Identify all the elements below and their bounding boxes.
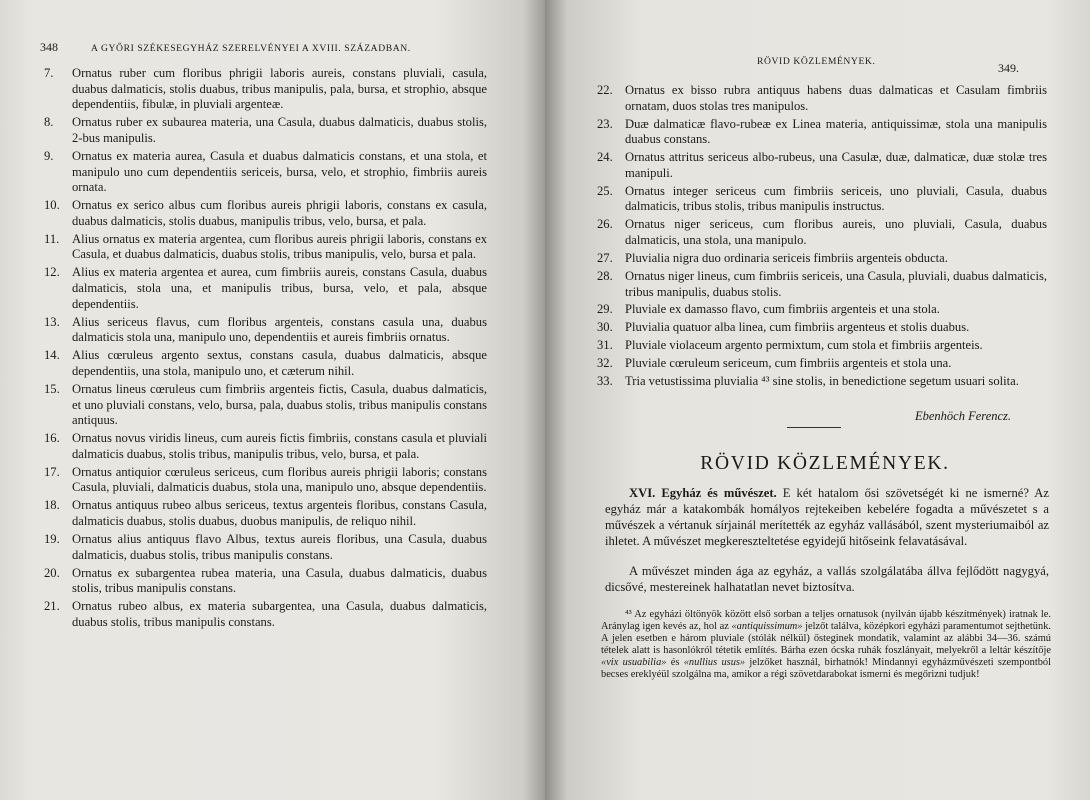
item-number: 20. bbox=[44, 565, 60, 580]
item-number: 16. bbox=[44, 431, 60, 446]
inventory-item bbox=[44, 348, 487, 379]
inventory-item bbox=[597, 302, 1047, 318]
item-number: 8. bbox=[44, 115, 54, 130]
item-text: Ornatus ex bisso rubra antiquus habens duas dalmaticas et Casulam fimbriis ornatam, duos stolas tres manipulos. bbox=[625, 83, 1047, 113]
item-text: Alius ornatus ex materia argentea, cum floribus aureis phrigii laboris, constans ex Casula, et duabus dalmaticis, duabus stolis, tribus manipulis, velo, bursa et pala. bbox=[72, 231, 487, 262]
item-text: Ornatus novus viridis lineus, cum aureis fictis fimbriis, constans casula et pluviali dalmaticis duabus, stolis tribus, manipulis tribus, velo, bursa, et pala. bbox=[72, 431, 487, 461]
inventory-item bbox=[597, 83, 1047, 114]
item-number: 17. bbox=[44, 464, 60, 479]
item-number: 24. bbox=[597, 150, 613, 165]
item-number: 25. bbox=[597, 183, 613, 198]
item-text: Ornatus ex materia aurea, Casula et duabus dalmaticis constans, et una stola, et manipulo uno cum dependentiis sericeis, bursa, velo, et strophio, fimbriis aureis ornata. bbox=[72, 148, 487, 195]
item-number: 11. bbox=[44, 231, 60, 246]
left-page-number: 348 bbox=[40, 40, 58, 54]
right-item-list bbox=[597, 83, 1047, 392]
item-number: 29. bbox=[597, 302, 613, 317]
item-text: Ornatus ruber ex subaurea materia, una Casula, duabus dalmaticis, duabus stolis, 2-bus manipulis. bbox=[72, 115, 487, 145]
item-number: 23. bbox=[597, 116, 613, 131]
inventory-item bbox=[597, 320, 1047, 336]
inventory-item bbox=[44, 599, 487, 630]
item-number: 31. bbox=[597, 338, 613, 353]
left-running-head bbox=[40, 40, 411, 55]
inventory-item bbox=[44, 565, 487, 597]
item-number: 18. bbox=[44, 498, 60, 513]
item-text: Ornatus integer sericeus cum fimbriis sericeis, uno pluviali, Casula, duabus dalmaticis, tribus stolis, tribus manipulis instructus. bbox=[625, 183, 1047, 214]
item-number: 15. bbox=[44, 381, 60, 396]
paragraph-lead: XVI. Egyház és művészet. bbox=[629, 486, 777, 500]
inventory-item bbox=[44, 531, 487, 563]
inventory-item bbox=[44, 115, 487, 146]
item-number: 12. bbox=[44, 265, 60, 280]
item-text: Ornatus ex serico albus cum floribus aureis phrigii laboris, constans ex casula, duabus dalmaticis, stolis duabus, manipulis tribus, velo, bursa, et pala. bbox=[72, 198, 487, 228]
item-text: Pluvialia nigra duo ordinaria sericeis fimbriis argenteis obducta. bbox=[625, 250, 948, 265]
item-text: Ornatus alius antiquus flavo Albus, textus aureis floribus, una Casula, duabus dalmaticis, duabus stolis, tribus manipulis constans. bbox=[72, 531, 487, 562]
right-running-title: RÖVID KÖZLEMÉNYEK. bbox=[757, 56, 876, 67]
footnote-quote-3: «nullius usus» bbox=[683, 656, 746, 668]
inventory-item bbox=[597, 268, 1047, 300]
right-page bbox=[545, 0, 1090, 800]
item-number: 9. bbox=[44, 148, 54, 163]
inventory-item bbox=[44, 265, 487, 312]
item-text: Tria vetustissima pluvialia ⁴³ sine stolis, in benedictione segetum usuari solita. bbox=[625, 374, 1019, 389]
footnote-marker: ⁴³ bbox=[625, 609, 632, 620]
item-number: 30. bbox=[597, 320, 613, 335]
inventory-item bbox=[44, 464, 487, 496]
footnote-text-3: és bbox=[666, 656, 684, 668]
item-text: Pluviale cœruleum sericeum, cum fimbriis argenteis et stola una. bbox=[625, 356, 952, 371]
inventory-item bbox=[597, 183, 1047, 215]
body-paragraph-1 bbox=[605, 486, 1049, 550]
paragraph-1-text: E két hatalom ősi szövetségét ki ne ismerné? Az egyház már a katakombák homályos rejtekeiben kebelére fogadta a művészetet s a művészek a vértanuk sírjainál merítették az egyház vallásából, szent mysteriumaiból az ihletet. A művészet megkereszteltetése egyidejű hitőseink felavatásával. bbox=[605, 486, 1049, 548]
left-item-list bbox=[44, 66, 487, 633]
item-text: Alius ex materia argentea et aurea, cum fimbriis aureis, constans Casula, duabus dalmaticis, stola una, et manipulis tribus, bursa, velo, et pala, absque dependentiis. bbox=[72, 265, 487, 311]
item-number: 14. bbox=[44, 348, 60, 363]
item-text: Pluvialia quatuor alba linea, cum fimbriis argenteus et stolis duabus. bbox=[625, 320, 970, 335]
item-number: 32. bbox=[597, 356, 613, 371]
inventory-item bbox=[44, 231, 487, 263]
signature-rule bbox=[787, 427, 841, 428]
right-page-number-wrap bbox=[998, 61, 1019, 76]
inventory-item bbox=[597, 374, 1047, 390]
footnote-text-2: jelzőt találva, középkori egyházi paramentumot sejthetünk. A jelen esetben e három pluviale (stólák nélkül) ősteginek mondatik, valamint az alábbi 34—36. számú tételek alatt is hasonlókról tétetik említés. Bárha ezen ócska ruhák foszlányait, melyekről a leltár készítője bbox=[601, 620, 1051, 656]
footnote-quote-2: «vix usuabilia» bbox=[601, 656, 667, 668]
item-text: Ornatus niger lineus, cum fimbriis sericeis, una Casula, pluviali, duabus dalmaticis, tribus manipulis, duabus stolis. bbox=[625, 268, 1047, 299]
item-number: 7. bbox=[44, 66, 54, 80]
inventory-item bbox=[597, 217, 1047, 248]
inventory-item bbox=[597, 150, 1047, 181]
item-text: Ornatus antiquior cœruleus sericeus, cum floribus aureis phrigii laboris; constans Casula, pluviali, dalmaticis duabus, stola una, manipulo uno, absque dependentiis. bbox=[72, 464, 487, 495]
item-text: Pluviale violaceum argento permixtum, cum stola et fimbriis argenteis. bbox=[625, 338, 983, 353]
footnote-text-4: jelzőket használ, birhatnók! Mindannyi egyházművészeti szempontból becses ereklyéül szolgálna ma, amikor a régi szövetdarabokat ismerni és megőrizni tudjuk! bbox=[601, 656, 1051, 680]
item-number: 19. bbox=[44, 531, 60, 546]
item-text: Ornatus attritus sericeus albo-rubeus, una Casulæ, duæ, dalmaticæ, duæ stolæ tres manipuli. bbox=[625, 150, 1047, 180]
item-text: Ornatus ex subargentea rubea materia, una Casula, duabus dalmaticis, duabus stolis, tribus manipulis constans. bbox=[72, 565, 487, 596]
section-title: RÖVID KÖZLEMÉNYEK. bbox=[700, 453, 950, 474]
author-signature: Ebenhöch Ferencz. bbox=[915, 409, 1012, 423]
item-number: 27. bbox=[597, 250, 613, 265]
inventory-item bbox=[597, 116, 1047, 148]
item-number: 28. bbox=[597, 268, 613, 283]
inventory-item bbox=[44, 198, 487, 229]
item-number: 22. bbox=[597, 83, 613, 97]
inventory-item bbox=[597, 250, 1047, 267]
footnote-text-1: Az egyházi öltönyök között első sorban a teljes ornatusok (nyilván újabb készítmények) iratnak le. Aránylag igen kevés az, hol az bbox=[601, 609, 1051, 632]
inventory-item bbox=[44, 498, 487, 529]
item-text: Ornatus lineus cœruleus cum fimbriis argenteis fictis, Casula, duabus dalmaticis, et uno pluviali constans, velo, bursa, pala, duabus stolis, tribus manipulis constans antiquus. bbox=[72, 381, 487, 428]
inventory-item bbox=[44, 431, 487, 462]
item-text: Pluviale ex damasso flavo, cum fimbriis argenteis et una stola. bbox=[625, 302, 940, 317]
left-running-title: A GYŐRI SZÉKESEGYHÁZ SZERELVÉNYEI A XVIII. SZÁZADBAN. bbox=[91, 43, 411, 54]
item-number: 13. bbox=[44, 314, 60, 329]
inventory-item bbox=[44, 381, 487, 429]
inventory-item bbox=[44, 66, 487, 113]
item-text: Duæ dalmaticæ flavo-rubeæ ex Linea materia, antiquissimæ, stola una manipulis duabus constans. bbox=[625, 116, 1047, 147]
inventory-item bbox=[597, 338, 1047, 354]
item-text: Ornatus niger sericeus, cum floribus aureis, uno pluviali, Casula, duabus dalmaticis, una stola, una manipulo. bbox=[625, 217, 1047, 248]
footnote bbox=[601, 609, 1051, 680]
footnote-quote-1: «antiquissimum» bbox=[731, 620, 803, 632]
item-number: 21. bbox=[44, 599, 60, 614]
item-text: Alius sericeus flavus, cum floribus argenteis, constans casula una, duabus dalmaticis stola una, manipulo uno, dependentiis et aureis fimbriis ornatus. bbox=[72, 314, 487, 345]
inventory-item bbox=[44, 148, 487, 196]
inventory-item bbox=[597, 356, 1047, 372]
item-number: 33. bbox=[597, 374, 613, 389]
item-text: Ornatus ruber cum floribus phrigii laboris aureis, constans pluviali, casula, duabus dalmaticis, stolis duabus, tribus manipulis, pala, bursa, et strophio, absque dependentiis, fibulæ, in pluviali argenteæ. bbox=[72, 66, 487, 112]
item-text: Alius cœruleus argento sextus, constans casula, duabus dalmaticis, absque dependentiis, una stola, manipulo uno, et cæterum nihil. bbox=[72, 348, 487, 378]
item-number: 10. bbox=[44, 198, 60, 213]
item-number: 26. bbox=[597, 217, 613, 232]
inventory-item bbox=[44, 314, 487, 346]
item-text: Ornatus rubeo albus, ex materia subargentea, una Casula, duabus dalmaticis, duabus stolis, tribus manipulis constans. bbox=[72, 599, 487, 629]
item-text: Ornatus antiquus rubeo albus sericeus, textus argenteis floribus, constans Casula, dalmaticis duabus, stolis duabus, duobus manipulis, de reliquo nihil. bbox=[72, 498, 487, 529]
body-paragraph-2: A művészet minden ága az egyház, a vallás szolgálatába állva fejlődött nagygyá, dicsővé, mestereinek halhatatlan nevet biztosítva. bbox=[605, 564, 1049, 594]
right-page-number: 349. bbox=[998, 61, 1019, 75]
